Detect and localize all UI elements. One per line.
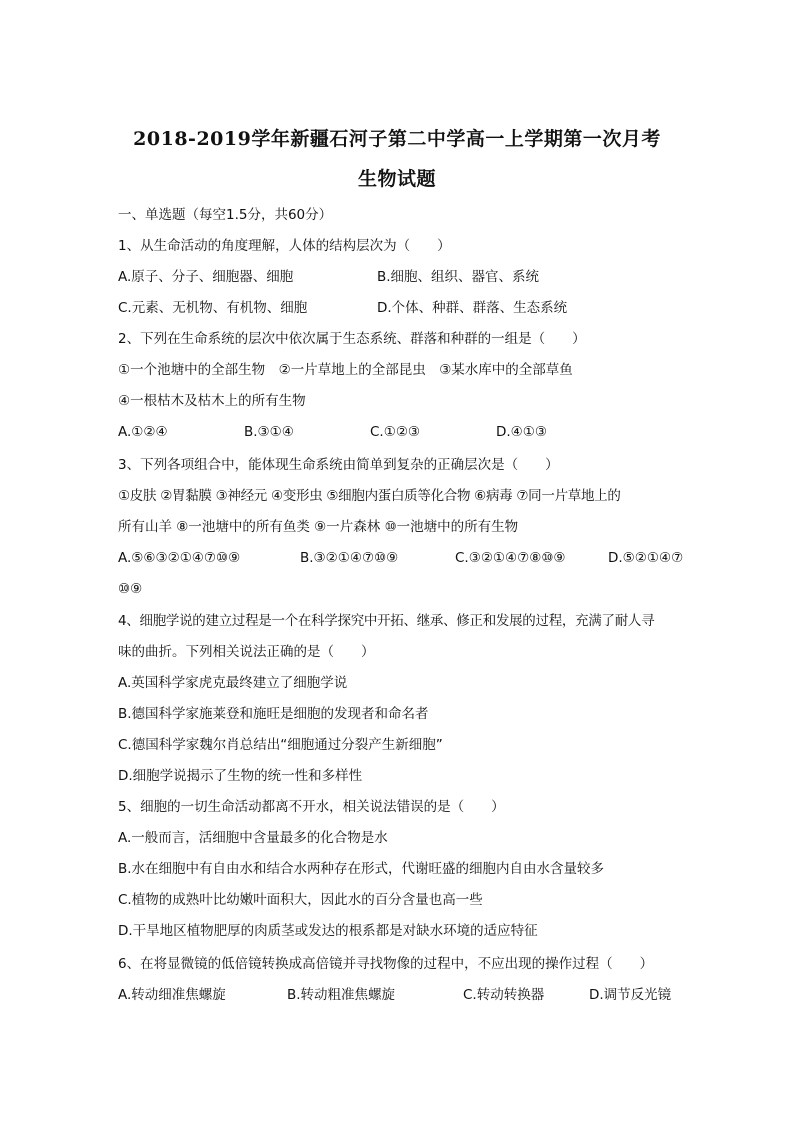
q2-items-line1: ①一个池塘中的全部生物 ②一片草地上的全部昆虫 ③某水库中的全部草鱼: [118, 362, 573, 378]
q5-option-a: A.一般而言，活细胞中含量最多的化合物是水: [118, 830, 388, 846]
q5-option-b: B.水在细胞中有自由水和结合水两种存在形式，代谢旺盛的细胞内自由水含量较多: [118, 861, 605, 877]
q3-option-a: A.⑤⑥③②①④⑦⑩⑨: [118, 550, 241, 566]
q6-option-c: C.转动转换器: [463, 987, 545, 1003]
q1-stem: 1、从生命活动的角度理解，人体的结构层次为（ ）: [118, 238, 451, 254]
q3-option-c: C.③②①④⑦⑧⑩⑨: [455, 550, 566, 566]
q3-stem: 3、下列各项组合中，能体现生命系统由简单到复杂的正确层次是（ ）: [118, 457, 559, 473]
q4-option-b: B.德国科学家施莱登和施旺是细胞的发现者和命名者: [118, 706, 429, 722]
q3-option-d-continued: ⑩⑨: [118, 581, 143, 597]
q1-option-d: D.个体、种群、群落、生态系统: [377, 300, 568, 316]
q1-option-b: B.细胞、组织、器官、系统: [377, 269, 540, 285]
q4-option-d: D.细胞学说揭示了生物的统一性和多样性: [118, 768, 363, 784]
section-heading: 一、单选题（每空1.5分，共60分）: [118, 207, 333, 223]
q2-option-c: C.①②③: [370, 424, 421, 440]
q5-stem: 5、细胞的一切生命活动都离不开水，相关说法错误的是（ ）: [118, 799, 505, 815]
q5-option-d: D.干旱地区植物肥厚的肉质茎或发达的根系都是对缺水环境的适应特征: [118, 923, 538, 939]
q3-items-line2: 所有山羊 ⑧一池塘中的所有鱼类 ⑨一片森林 ⑩一池塘中的所有生物: [118, 519, 519, 535]
q6-stem: 6、在将显微镜的低倍镜转换成高倍镜并寻找物像的过程中，不应出现的操作过程（ ）: [118, 956, 654, 972]
q2-option-b: B.③①④: [244, 424, 294, 440]
q1-option-c: C.元素、无机物、有机物、细胞: [118, 300, 308, 316]
q4-option-c: C.德国科学家魏尔肖总结出“细胞通过分裂产生新细胞”: [118, 737, 443, 753]
q4-stem-line1: 4、细胞学说的建立过程是一个在科学探究中开拓、继承、修正和发展的过程，充满了耐人寻: [118, 613, 655, 629]
document-title: 2018-2019学年新疆石河子第二中学高一上学期第一次月考: [133, 128, 661, 150]
q2-stem: 2、下列在生命系统的层次中依次属于生态系统、群落和种群的一组是（ ）: [118, 331, 586, 347]
q6-option-b: B.转动粗准焦螺旋: [287, 987, 396, 1003]
q3-items-line1: ①皮肤 ②胃黏膜 ③神经元 ④变形虫 ⑤细胞内蛋白质等化合物 ⑥病毒 ⑦同一片草地上的: [118, 488, 621, 504]
q4-option-a: A.英国科学家虎克最终建立了细胞学说: [118, 675, 348, 691]
q2-option-d: D.④①③: [496, 424, 547, 440]
q6-option-a: A.转动细准焦螺旋: [118, 987, 226, 1003]
q6-option-d: D.调节反光镜: [589, 987, 672, 1003]
q2-items-line2: ④一根枯木及枯木上的所有生物: [118, 393, 306, 409]
q3-option-b: B.③②①④⑦⑩⑨: [300, 550, 399, 566]
q3-option-d: D.⑤②①④⑦: [608, 550, 684, 566]
q2-option-a: A.①②④: [118, 424, 168, 440]
document-subtitle: 生物试题: [357, 168, 436, 190]
q5-option-c: C.植物的成熟叶比幼嫩叶面积大，因此水的百分含量也高一些: [118, 892, 483, 908]
q1-option-a: A.原子、分子、细胞器、细胞: [118, 269, 294, 285]
q4-stem-line2: 味的曲折。下列相关说法正确的是（ ）: [118, 644, 375, 660]
